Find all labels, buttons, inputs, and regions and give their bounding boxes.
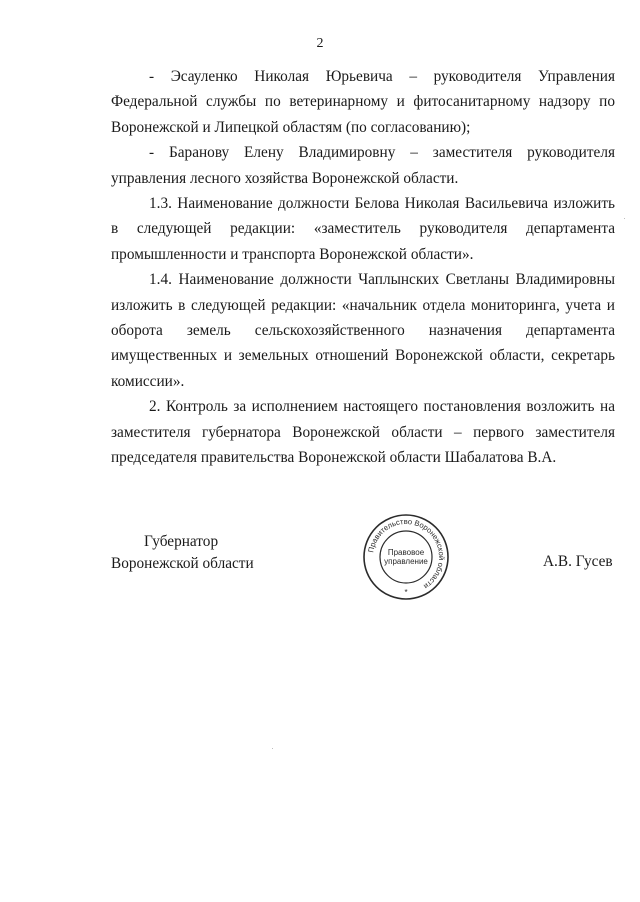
paragraph-3: 1.3. Наименование должности Белова Николая Васильевича изложить в следующей редакции: «заместитель руководителя департамента промышленности и транспорта Воронежской области». bbox=[111, 195, 615, 263]
stamp-ring-text: Правительство Воронежской области bbox=[366, 516, 447, 591]
paragraph-1: - Эсауленко Николая Юрьевича – руководителя Управления Федеральной службы по ветеринарному и фитосанитарному надзору по Воронежской и Липецкой областям (по согласованию); bbox=[111, 68, 615, 136]
scan-speck bbox=[624, 218, 625, 219]
document-body bbox=[111, 64, 615, 471]
stamp-center-line-2: управление bbox=[384, 557, 428, 566]
page-number: 2 bbox=[316, 36, 324, 51]
paragraph-2: - Баранову Елену Владимировну – заместителя руководителя управления лесного хозяйства Воронежской области. bbox=[111, 144, 615, 187]
paragraph-5: 2. Контроль за исполнением настоящего постановления возложить на заместителя губернатора Воронежской области – первого заместителя председателя правительства Воронежской области Шабалатова В.А. bbox=[111, 398, 615, 467]
position-line-2: Воронежской области bbox=[111, 555, 254, 572]
signatory-name: А.В. Гусев bbox=[543, 553, 613, 570]
position-line-1: Губернатор bbox=[144, 533, 219, 550]
signatory-position bbox=[111, 531, 254, 575]
stamp-star: * bbox=[404, 588, 408, 597]
scan-speck bbox=[272, 748, 273, 749]
stamp-center-line-1: Правовое bbox=[387, 548, 425, 557]
paragraph-4: 1.4. Наименование должности Чаплынских Светланы Владимировны изложить в следующей редакции: «начальник отдела мониторинга, учета и оборота земель сельскохозяйственного назначения департамента имущественных и земельных отношений Воронежской области, секретарь комиссии». bbox=[111, 271, 615, 390]
stamp-seal bbox=[362, 513, 450, 601]
